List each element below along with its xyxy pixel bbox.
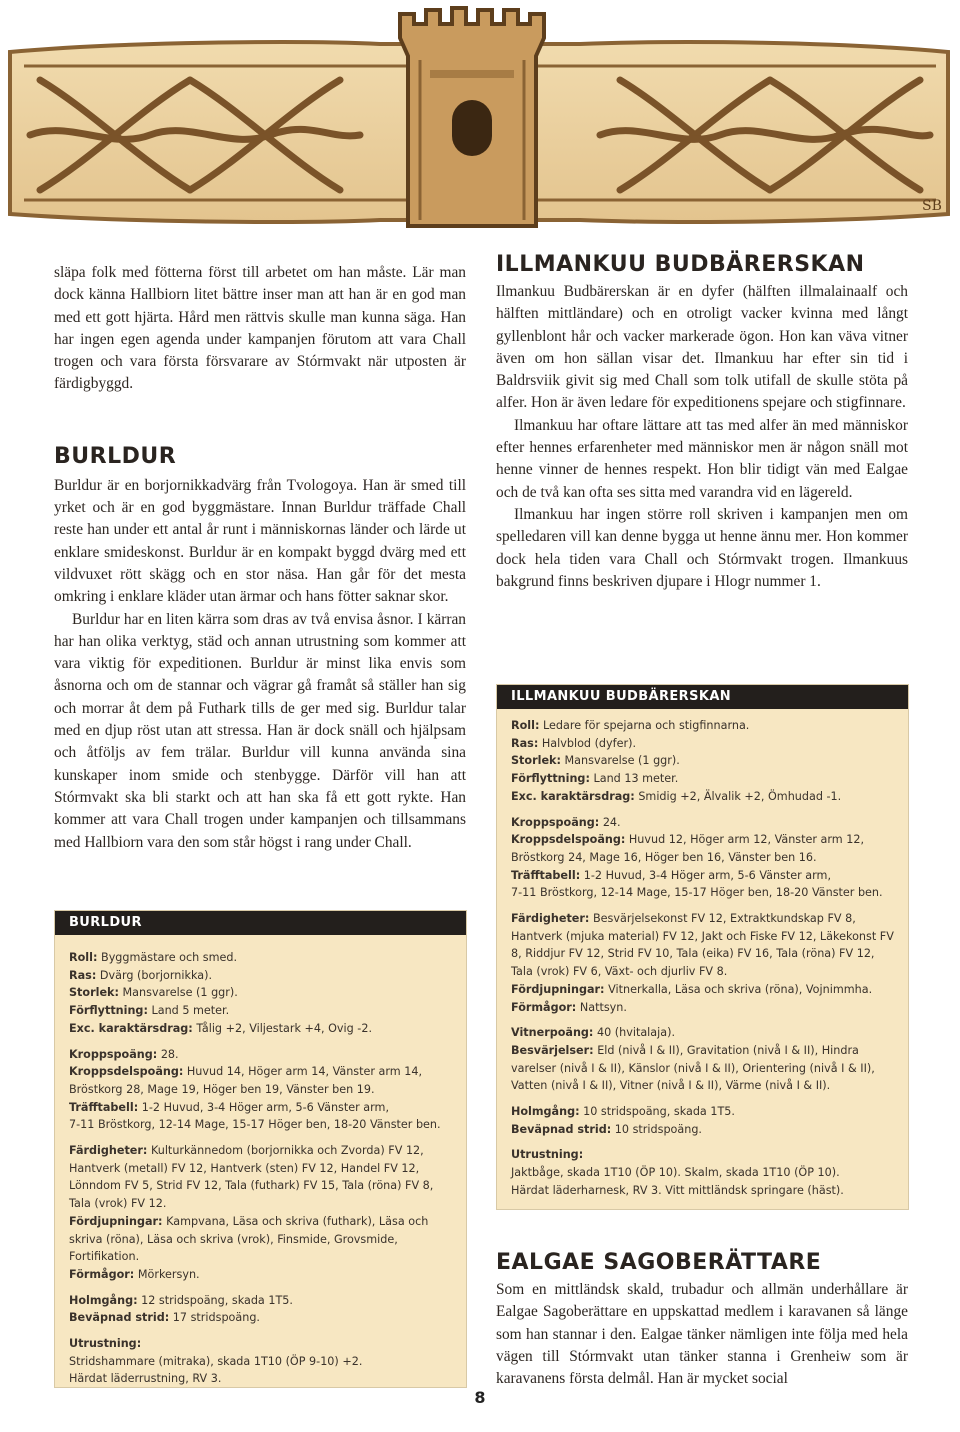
ilmankuu-paragraph-1: Ilmankuu Budbärerskan är en dyfer (hälften illmalainaalf och hälften mittländare) och en otroligt vacker kvinna med långt gyllenblont hår och vacker markerade ögon. Hon kan väva vitner även om hon sällan visar det. Ilmankuu har efter sin tid i Baldrsviik givit sig med Chall som tolk utifall de skulle stöta på alfer. Hon är även ledare för expeditionens spejare och stigfinnare. <box>496 283 908 412</box>
stat-utrustning-2: Härdat läderrustning, RV 3. <box>69 1372 222 1386</box>
castle-tower-icon <box>400 8 544 226</box>
artist-signature-icon: SB <box>922 198 942 214</box>
stat-formagor: Förmågor: Mörkersyn. <box>69 1267 200 1281</box>
ealgae-section <box>496 1250 908 1390</box>
page-number: 8 <box>474 1388 486 1407</box>
left-column <box>54 262 466 854</box>
stat-fardigheter: Färdigheter: Kulturkännedom (borjornikka och Zvorda) FV 12, Hantverk (metall) FV 12, Hantverk (sten) FV 12, Handel FV 12, Lönndom FV 5, Strid FV 12, Tala (futhark) FV 15, Tala (röna) FV 8, Tala (vrok) FV 12. <box>69 1144 434 1211</box>
stat-trafftabell-cont: 7-11 Bröstkorg, 12-14 Mage, 15-17 Höger ben, 18-20 Vänster ben. <box>69 1118 441 1132</box>
stat-fordjupningar: Fördjupningar: Kampvana, Läsa och skriva (futhark), Läsa och skriva (röna), Läsa och skriva (vrok), Finsmide, Grovsmide, Fortifikation. <box>69 1214 429 1264</box>
stat-kroppspoang: Kroppspoäng: 24. <box>511 815 621 829</box>
stat-forflyttning: Förflyttning: Land 5 meter. <box>69 1004 230 1018</box>
ealgae-paragraph: Som en mittländsk skald, trubadur och allmän underhållare är Ealgae Sagoberättare en uppskattad medlem i karavanen så länge som han stannar i den. Ealgae tänker nämligen inte följa med hela vägen till Stórmvakt utan tänker stanna i Grenheiw som är karavanens första delmål. Han är mycket social <box>496 1281 908 1388</box>
stat-fordjupningar: Fördjupningar: Vitnerkalla, Läsa och skriva (röna), Vojnimmha. <box>511 982 873 996</box>
ilmankuu-paragraph-3: Ilmankuu har ingen större roll skriven i kampanjen men om spelledaren vill kan denne bygga ut henne ännu mer. Hon kommer dock hela tiden vara Chall och Stórmvakt trogen. Ilmankuus bakgrund finns beskriven djupare i Hlogr nummer 1. <box>496 505 908 590</box>
burldur-paragraph-2: Burldur har en liten kärra som dras av två envisa åsnor. I kärran har han olika verktyg, städ och annan utrustning som kommer att vara viktig för expeditionen. Burldur är minst lika envis som åsnorna och om de stannar och vägrar gå framåt så ställer han sig och morrar åt dem på Futhark tills de ger med sig. Burldur talar med en djup röst utan att stressa. Han är dock snäll och hjälpsam och åtföljs av fem trälar. Burldur vill kunna använda sina kunskaper inom smide och stenbygge. Därför vill han att Stórmvakt ska bli starkt och att han ska få ett gott rykte. Han kommer att vara Chall trogen under kampanjen och tillsammans med Hallbiorn vara den som står högst i rang under Chall. <box>54 610 466 851</box>
ilmankuu-stat-box <box>496 684 909 1210</box>
stat-kroppsdelspoang: Kroppsdelspoäng: Huvud 14, Höger arm 14, Vänster arm 14, <box>69 1065 423 1079</box>
ilmankuu-heading: ILLMANKUU BUDBÄRERSKAN <box>496 252 865 277</box>
stat-utrustning-label: Utrustning: <box>511 1148 584 1162</box>
stat-roll: Roll: Ledare för spejarna och stigfinnarna. <box>511 719 750 732</box>
stat-formagor: Förmågor: Nattsyn. <box>511 1000 627 1014</box>
stat-forflyttning: Förflyttning: Land 13 meter. <box>511 772 679 786</box>
burldur-stat-box <box>54 910 467 1388</box>
ilmankuu-stat-box-header: ILLMANKUU BUDBÄRERSKAN <box>497 685 908 709</box>
header-banner <box>0 0 960 232</box>
stat-utrustning-1: Stridshammare (mitraka), skada 1T10 (ÖP 9-10) +2. <box>69 1354 363 1368</box>
ilmankuu-paragraph-2: Ilmankuu har oftare lättare att tas med alfer än med människor efter hennes erfarenheter med människor men är någon snäll mot henne vinner de hennes respekt. Hon blir tidigt vän med Ealgae och de två kan ofta ses sitta med varandra vid en lägereld. <box>496 416 908 501</box>
stat-kroppsdelspoang-cont: Bröstkorg 28, Mage 19, Höger ben 19, Vänster ben 19. <box>69 1082 375 1096</box>
stat-ras: Ras: Dvärg (borjornikka). <box>69 968 213 982</box>
right-column <box>496 252 908 593</box>
stat-utrustning-1: Jaktbåge, skada 1T10 (ÖP 10). Skalm, skada 1T10 (ÖP 10). <box>511 1166 840 1180</box>
intro-paragraph: släpa folk med fötterna först till arbetet om han måste. Lär man dock känna Hallbiorn litet bättre inser man att han är en god man med ett gott hjärta. Hård men rättvis skulle man kunna säga. Han har ingen egen agenda under kampanjen förutom att vara Chall trogen och vara första försvarare av Stórmvakt när utposten är färdigbyggd. <box>54 264 466 393</box>
stat-exc: Exc. karaktärsdrag: Smidig +2, Älvalik +2, Ömhudad -1. <box>511 789 842 803</box>
stat-trafftabell-cont: 7-11 Bröstkorg, 12-14 Mage, 15-17 Höger ben, 18-20 Vänster ben. <box>511 886 883 900</box>
stat-vitnerpoang: Vitnerpoäng: 40 (hvitalaja). <box>511 1026 676 1040</box>
stat-exc: Exc. karaktärsdrag: Tålig +2, Viljestark +4, Ovig -2. <box>69 1021 373 1035</box>
stat-kroppspoang: Kroppspoäng: 28. <box>69 1047 179 1061</box>
stat-roll: Roll: Byggmästare och smed. <box>69 951 238 964</box>
stat-storlek: Storlek: Mansvarelse (1 ggr). <box>511 754 680 768</box>
stat-trafftabell: Träfftabell: 1-2 Huvud, 3-4 Höger arm, 5-6 Vänster arm, <box>69 1100 390 1114</box>
stat-kroppsdelspoang-cont: Bröstkorg 24, Mage 16, Höger ben 16, Vänster ben 16. <box>511 850 817 864</box>
burldur-stat-box-header: BURLDUR <box>55 911 466 935</box>
burldur-paragraph-1: Burldur är en borjornikkadvärg från Tvologoya. Han är smed till yrket och är en god byggmästare. Innan Burldur träffade Chall reste han under ett antal år runt i människornas länder och lärde ut enklare smideskonst. Burldur är en kompakt byggd dvärg med ett vildvuxet rött skägg och en stor näsa. Han går för det mesta omkring i enklare kläder utan ärmar och hans fötter saknar skor. <box>54 476 466 606</box>
stat-holmgang: Holmgång: 12 stridspoäng, skada 1T5. <box>69 1293 293 1307</box>
stat-besvarjelser: Besvärjelser: Eld (nivå I & II), Gravitation (nivå I & II), Hindra varelser (nivå I & II), Känslor (nivå I & II), Orientering (nivå I & II), Vatten (nivå I & II), Vitner (nivå I & II), Värme (nivå I & II). <box>511 1043 875 1093</box>
stat-utrustning-2: Härdat läderharnesk, RV 3. Vitt mittländsk springare (häst). <box>511 1183 844 1197</box>
stat-bevapnad: Beväpnad strid: 10 stridspoäng. <box>511 1122 702 1136</box>
stat-trafftabell: Träfftabell: 1-2 Huvud, 3-4 Höger arm, 5-6 Vänster arm, <box>511 868 832 882</box>
ealgae-heading: EALGAE SAGOBERÄTTARE <box>496 1250 822 1275</box>
stat-bevapnad: Beväpnad strid: 17 stridspoäng. <box>69 1311 260 1325</box>
burldur-heading: BURLDUR <box>54 443 177 469</box>
stat-fardigheter: Färdigheter: Besvärjelsekonst FV 12, Extraktkundskap FV 8, Hantverk (mjuka material) FV 12, Jakt och Fiske FV 12, Läkekonst FV 8, Riddjur FV 12, Strid FV 10, Tala (eika) FV 16, Tala (röna) FV 12, Tala (vrok) FV 6, Växt- och djurliv FV 8. <box>511 912 894 979</box>
stat-kroppsdelspoang: Kroppsdelspoäng: Huvud 12, Höger arm 12, Vänster arm 12, <box>511 833 865 847</box>
stat-holmgang: Holmgång: 10 stridspoäng, skada 1T5. <box>511 1105 735 1119</box>
stat-utrustning-label: Utrustning: <box>69 1337 142 1351</box>
stat-storlek: Storlek: Mansvarelse (1 ggr). <box>69 986 238 1000</box>
stat-ras: Ras: Halvblod (dyfer). <box>511 736 636 750</box>
